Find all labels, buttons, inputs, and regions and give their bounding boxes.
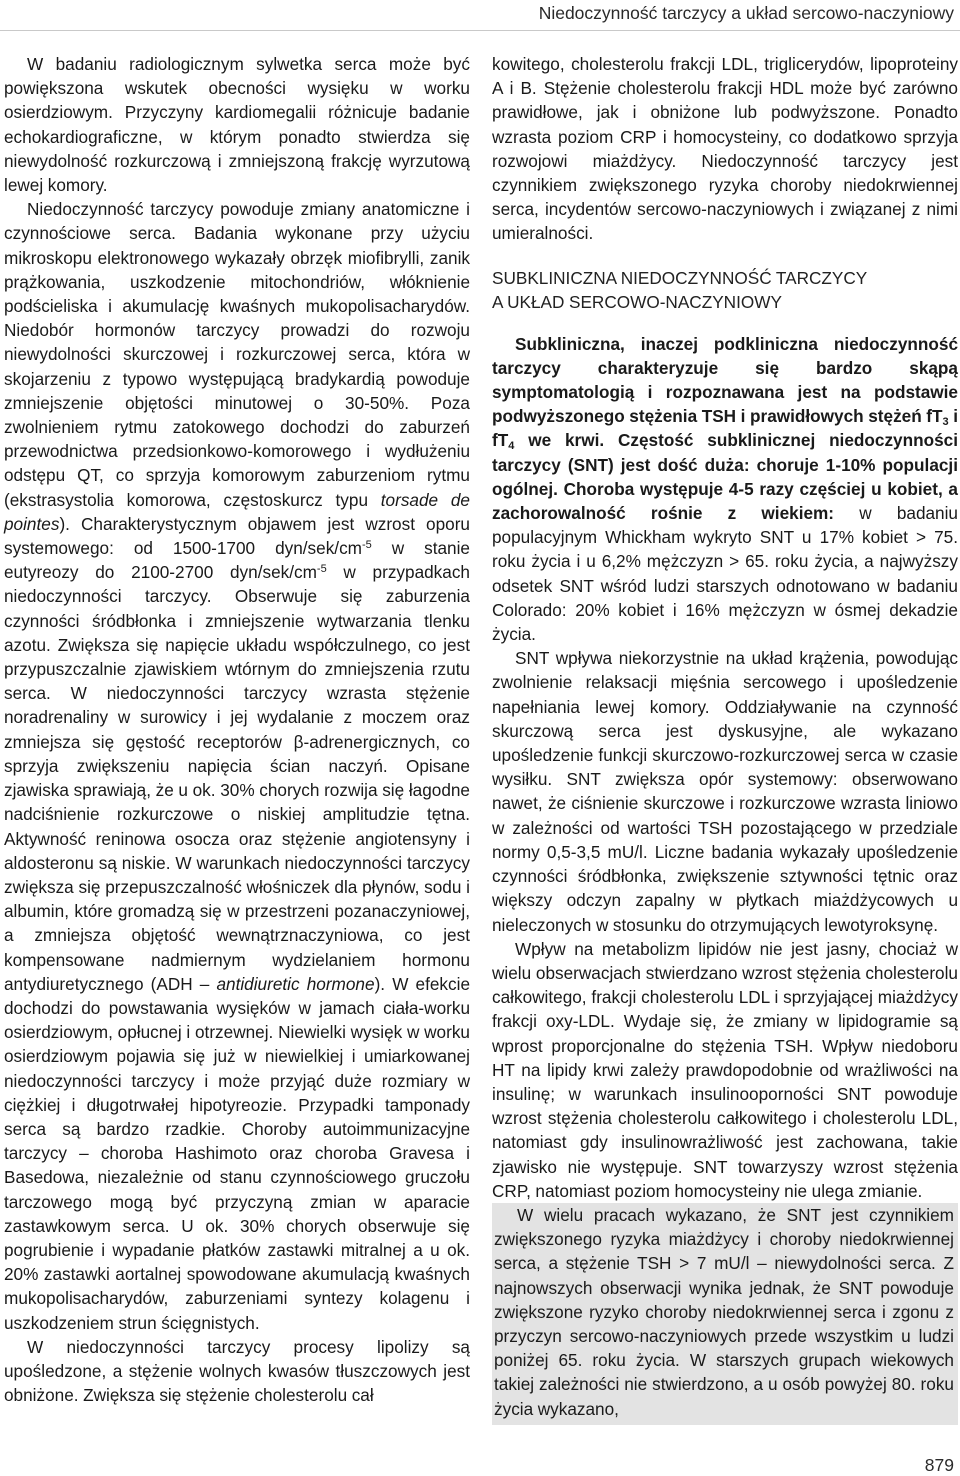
italic-term: antidiuretic hormone	[216, 973, 375, 994]
paragraph-lipid-metabolism: Wpływ na metabolizm lipidów nie jest jasny, chociaż w wielu obserwacjach stwierdzano wzrost stężenia cholesterolu całkowitego, frakcji cholesterolu LDL i sprzyjającej miażdżycy frakcji oxy-LDL. Wydaje się, że zmiany w lipidogramie są wprost proporcjonalne do stężenia TSH. Wpływ niedoboru HT na lipidy krwi zależy prawdopodobnie od wrażliwości na insulinę; w warunkach insulinooporności SNT powoduje wzrost stężenia cholesterolu całkowitego i cholesterolu LDL, natomiast gdy insulinowrażliwość jest zachowana, takie zjawisko nie występuje. SNT towarzyszy wzrost stężenia CRP, natomiast poziom homocysteiny nie ulega zmianie.	[492, 938, 958, 1201]
running-header-title: Niedoczynność tarczycy a układ sercowo-naczyniowy	[538, 3, 954, 23]
paragraph-cholesterol: kowitego, cholesterolu frakcji LDL, triglicerydów, lipoproteiny A i B. Stężenie cholesterolu frakcji HDL może być zarówno prawidłowe, jak i obniżone lub podwyższone. Ponadto wzrasta poziom CRP i homocysteiny, co dodatkowo sprzyja rozwojowi miażdżycy. Niedoczynność tarczycy jest czynnikiem zwiększonego ryzyka choroby niedokrwiennej serca, incydentów sercowo-naczyniowych i związanej z nimi umieralności.	[492, 54, 958, 244]
paragraph-risk-highlighted: W wielu pracach wykazano, że SNT jest czynnikiem zwiększonego ryzyka miażdżycy i choroby niedokrwiennej serca, a stężenie TSH > 7 mU/l – niewydolności serca. Z najnowszych obserwacji wynika jednak, że SNT powoduje zwiększone ryzyko choroby niedokrwiennej serca i zgonu z przyczyn sercowo-naczyniowych przede wszystkim u ludzi poniżej 65. roku życia. W starszych grupach wiekowych takiej zależności nie stwierdzono, a u osób powyżej 80. roku życia wykazano,	[492, 1203, 958, 1425]
italic-term: torsade de pointes	[4, 489, 470, 534]
paragraph-heart-changes: Niedoczynność tarczycy powoduje zmiany anatomiczne i czynnościowe serca. Badania wykonane przy użyciu mikroskopu elektronowego wykazały obrzęk miofibrylli, zanik prążkowania, uszkodzenie mitochondriów, włóknienie podścieliska i akumulację kwaśnych mukopolisacharydów. Niedobór hormonów tarczycy prowadzi do rozwoju niewydolności skurczowej i rozkurczowej serca, która w skojarzeniu z typowo występującą bradykardią powoduje zmniejszenie objętości minutowej o 30-50%. Poza zwolnieniem rytmu zatokowego dochodzi do zaburzeń przewodnictwa przedsionkowo-komorowego i wydłużeniu odstępu QT, co sprzyja komorowym zaburzeniom rytmu (ekstrasystolia komorowa, częstoskurcz typu torsade de pointes). Charakterystycznym objawem jest wzrost oporu systemowego: od 1500-1700 dyn/$sek/cm^{-5}$ w stanie eutyreozy do 2100-2700 dyn/$sek/cm^{-5}$ w przypadkach niedoczynności tarczycy. Obserwuje się zaburzenia czynności śródbłonka i zmniejszenie wytwarzania tlenku azotu. Zwiększa się napięcie układu współczulnego, co jest przypuszczalnie zjawiskiem wtórnym do zmniejszenia rzutu serca. W niedoczynności tarczycy wzrasta stężenie noradrenaliny w surowicy i jej wydalanie z moczem oraz zmniejsza się gęstość receptorów β-adrenergicznych, co sprzyja zwiększeniu napięcia ścian naczyń. Opisane zjawiska sprawiają, że u ok. 30% chorych rozwija się łagodne nadciśnienie rozkurczowe o niskiej amplitudzie tętna. Aktywność reninowa osocza oraz stężenie angiotensyny i aldosteronu są niskie. W warunkach niedoczynności tarczycy zwiększa się przepuszczalność włośniczek dla płynów, sodu i albumin, które gromadzą się w przestrzeni pozanaczyniowej, a zmniejsza objętość wewnątrznaczyniowa, co jest kompensowane nadmiernym wydzielaniem hormonu antydiuretycznego (ADH – antidiuretic hormone). W efekcie dochodzi do powstawania wysięków w jamach ciała-worku osierdziowym, opłucnej i otrzewnej. Niewielki wysięk w worku osierdziowym pojawia się już w niewielkiej i umiarkowanej niedoczynności tarczycy i może przyjąć duże rozmiary w ciężkiej i długotrwałej hipotyreozie. Przypadki tamponady serca są bardzo rzadkie. Choroby autoimmunizacyjne tarczycy – choroba Hashimoto oraz choroba Gravesa i Basedowa, niezależnie od stanu czynnościowego gruczołu tarczowego mogą być przyczyną zmian w aparacie zastawkowym serca. U ok. 30% chorych obserwuje się pogrubienie i wypadanie płatków zastawki mitralnej a u ok. 20% zastawki aortalnej spowodowane akumulacją kwaśnych mukopolisacharydów, zaburzeniami syntezy kolagenu i uszkodzeniem strun ścięgnistych.	[4, 199, 471, 1333]
paragraph-radiology: W badaniu radiologicznym sylwetka serca może być powiększona wskutek obecności wysięku w worku osierdziowym. Przyczyny kardiomegalii różnicuje badanie echokardiograficzne, w którym ponadto stwierdza się niewydolność rozkurczową i zmniejszoną frakcję wyrzutową lewej komory.	[4, 54, 470, 196]
paragraph-circulation: SNT wpływa niekorzystnie na układ krążenia, powodując zwolnienie relaksacji mięśnia sercowego i upośledzenie napełniania lewej komory. Oddziaływanie na czynność skurczową serca jest dyskusyjne, ale wykazano upośledzenie funkcji skurczowo-rozkurczowej serca w czasie wysiłku. SNT zwiększa opór systemowy: obserwowano nawet, że ciśnienie skurczowe i rozkurczowe wzrasta liniowo w zależności od wartości TSH pozostającego w przedziale normy 0,5-3,5 mU/l. Liczne badania wykazały upośledzenie czynności śródbłonka, zwiększenie sztywności tętnic oraz większy odczyn zapalny w płytkach miażdżycowych u nieleczonych w stosunku do otrzymujących lewotyroksynę.	[492, 648, 958, 935]
left-column	[4, 52, 470, 1407]
page-number: 879	[924, 1455, 954, 1475]
running-header	[0, 0, 960, 31]
paragraph-subclinical: Subkliniczna, inaczej podkliniczna niedoczynność tarczycy charakteryzuje się bardzo skąpą symptomatologią i rozpoznawana jest na podstawie podwyższonego stężenia TSH i prawidłowych stężeń $fT_3$ i $fT_4$ we krwi. Częstość subklinicznej niedoczynności tarczycy (SNT) jest dość duża: choruje 1-10% populacji ogólnej. Choroba występuje 4-5 razy częściej u kobiet, a zachorowalność rośnie z wiekiem: w badaniu populacyjnym Whickham wykryto SNT u 17% kobiet > 75. roku życia i u 6,2% mężczyzn > 65. roku życia, a najwyższy odsetek SNT wśród ludzi starszych odnotowano w badaniu Colorado: 20% kobiet i 16% mężczyzn w ósmej dekadzie życia.	[492, 333, 959, 645]
section-heading: SUBKLINICZNA NIEDOCZYNNOŚĆ TARCZYCY A UKŁAD SERCOWO-NACZYNIOWY	[492, 267, 868, 312]
right-column	[492, 52, 958, 1425]
paragraph-lipolysis: W niedoczynności tarczycy procesy lipolizy są upośledzone, a stężenie wolnych kwasów tłuszczowych jest obniżone. Zwiększa się stężenie cholesterolu cał	[4, 1336, 470, 1406]
